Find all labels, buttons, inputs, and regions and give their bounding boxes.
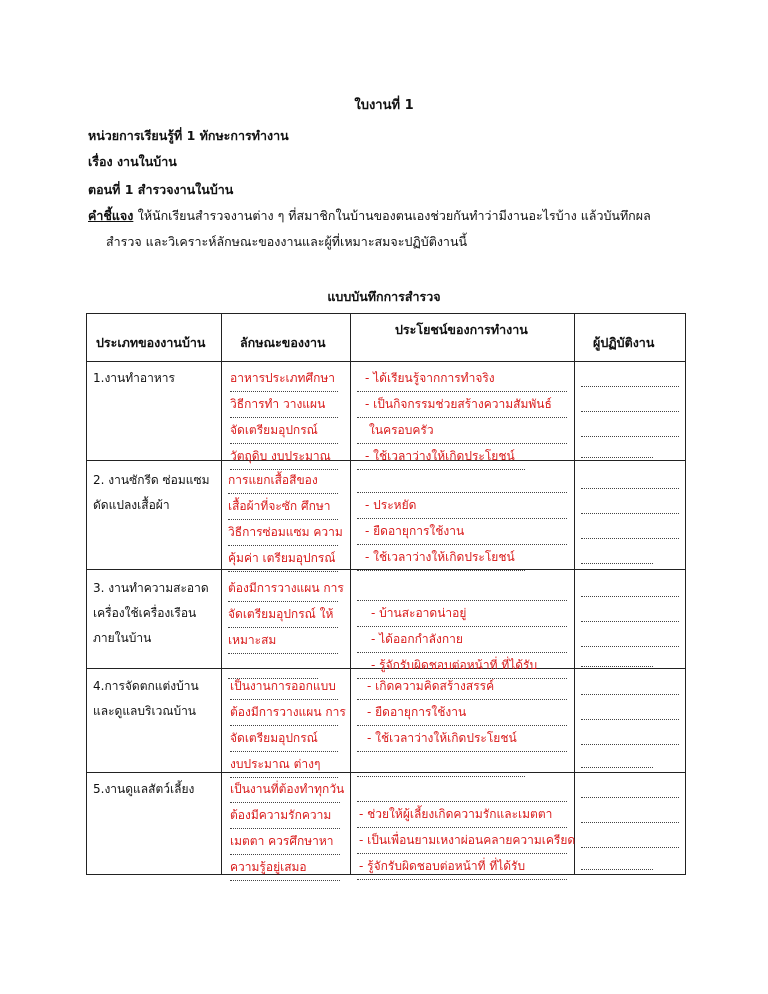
row-type: 1.งานทำอาหาร: [93, 371, 175, 385]
worker-line: [581, 719, 679, 720]
worker-line: [581, 621, 679, 622]
row-nature: ต้องมีการวางแผน การ จัดเตรียมอุปกรณ์ ให้ เหมาะสม: [228, 576, 338, 679]
row-benefit: - เกิดความคิดสร้างสรรค์ - ยืดอายุการใช้งาน - ใช้เวลาว่างให้เกิดประโยชน์: [357, 674, 567, 777]
row-type: 3. งานทำความสะอาด เครื่องใช้เครื่องเรือน ภายในบ้าน: [93, 581, 209, 645]
row-nature: การแยกเสื้อสีของ เสื้อผ้าที่จะซัก ศึกษา วิธีการซ่อมแซม ความ คุ้มค่า เตรียมอุปกรณ์: [228, 468, 338, 572]
worker-line: [581, 847, 679, 848]
worker-line: [581, 596, 679, 597]
col-header-type: ประเภทของงานบ้าน: [96, 335, 206, 350]
row-type: 5.งานดูแลสัตว์เลี้ยง: [93, 782, 195, 796]
col-header-nature: ลักษณะของงาน: [240, 335, 326, 350]
worker-line: [581, 744, 679, 745]
worker-line: [581, 869, 653, 870]
col-header-worker: ผู้ปฏิบัติงาน: [593, 335, 655, 350]
row-benefit: - ได้เรียนรู้จากการทำจริง - เป็นกิจกรรมช่วยสร้างความสัมพันธ์ ในครอบครัว - ใช้เวลาว่างให้เกิดประโยชน์: [357, 366, 567, 470]
worker-line: [581, 563, 653, 564]
instruction-text: ให้นักเรียนสำรวจงานต่าง ๆ ที่สมาชิกในบ้านของตนเองช่วยกันทำว่ามีงานอะไรบ้าง แล้วบันทึกผล: [137, 208, 651, 223]
instruction-label: คำชี้แจง: [88, 208, 134, 223]
worker-line: [581, 538, 679, 539]
worker-line: [581, 513, 679, 514]
row-nature: เป็นงานการออกแบบ ต้องมีการวางแผน การ จัดเตรียมอุปกรณ์ งบประมาณ ต่างๆ: [230, 674, 338, 778]
record-title: แบบบันทึกการสำรวจ: [327, 289, 441, 304]
worker-line: [581, 767, 653, 768]
worker-line: [581, 411, 679, 412]
survey-table: [86, 313, 686, 875]
worker-line: [581, 797, 679, 798]
row-benefit: - ประหยัด - ยืดอายุการใช้งาน - ใช้เวลาว่างให้เกิดประโยชน์: [357, 468, 567, 571]
worker-line: [581, 666, 653, 667]
worker-line: [581, 457, 653, 458]
worker-line: [581, 694, 679, 695]
unit-heading: หน่วยการเรียนรู้ที่ 1 ทักษะการทำงาน: [88, 128, 289, 143]
col-header-benefit: ประโยชน์ของการทำงาน: [395, 322, 528, 337]
worker-line: [581, 822, 679, 823]
instruction-text-cont: สำรวจ และวิเคราะห์ลักษณะของงานและผู้ที่เหมาะสมจะปฏิบัติงานนี้: [106, 234, 468, 249]
worker-line: [581, 488, 679, 489]
part-heading: ตอนที่ 1 สำรวจงานในบ้าน: [88, 182, 234, 197]
topic-heading: เรื่อง งานในบ้าน: [88, 154, 177, 169]
row-type: 2. งานซักรีด ซ่อมแซม ดัดแปลงเสื้อผ้า: [93, 473, 210, 512]
worker-line: [581, 386, 679, 387]
row-type: 4.การจัดตกแต่งบ้าน และดูแลบริเวณบ้าน: [93, 679, 199, 718]
row-benefit: - บ้านสะอาดน่าอยู่ - ได้ออกกำลังกาย - รู้จักรับผิดชอบต่อหน้าที่ ที่ได้รับ: [357, 576, 567, 679]
instruction: [88, 206, 651, 226]
row-benefit: - ช่วยให้ผู้เลี้ยงเกิดความรักและเมตตา - เป็นเพื่อนยามเหงาผ่อนคลายความเครียด - รู้จักรับผิดชอบต่อหน้าที่ ที่ได้รับ: [357, 777, 567, 880]
row-nature: อาหารประเภทศึกษา วิธีการทำ วางแผน จัดเตรียมอุปกรณ์ วัตถุดิบ งบประมาณ: [230, 366, 338, 470]
worksheet-title: ใบงานที่ 1: [354, 98, 414, 113]
worker-line: [581, 436, 679, 437]
row-nature: เป็นงานที่ต้องทำทุกวัน ต้องมีความรักความ เมตตา ควรศึกษาหา ความรู้อยู่เสมอ: [230, 777, 340, 881]
worker-line: [581, 646, 679, 647]
